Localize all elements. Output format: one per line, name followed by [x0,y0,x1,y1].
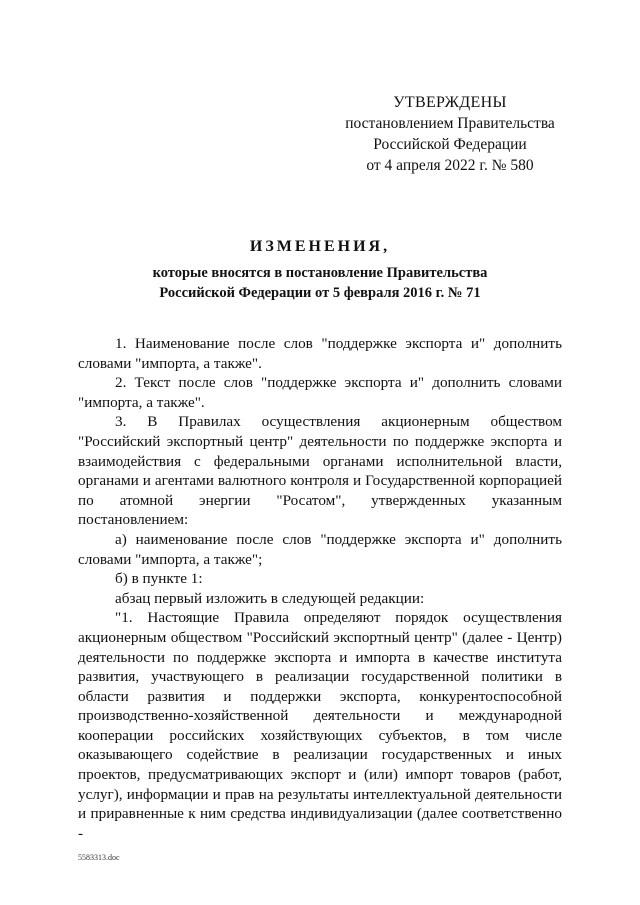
paragraph-1: 1. Наименование после слов "поддержке экспорта и" дополнить словами "импорта, а также". [78,335,562,372]
document-title: ИЗМЕНЕНИЯ, [249,238,391,255]
approval-heading: УТВЕРЖДЕНЫ [393,94,507,111]
approval-stamp [340,92,560,176]
approval-line-3: от 4 апреля 2022 г. № 580 [366,157,534,174]
paragraph-3a: а) наименование после слов "поддержке экспорта и" дополнить словами "импорта, а также"; [78,530,562,568]
document-body [78,334,562,843]
paragraph-rule-1: "1. Настоящие Правила определяют порядок осуществления акционерным обществом "Российский экспортный центр" (далее - Центр) деятельности по поддержке экспорта и импорта в качестве института развития, участвующего в реализации государственной политики в области развития и поддержки экспорта, конкурентоспособной производственно-хозяйственной деятельности и международной кооперации российских хозяйствующих субъектов, в том числе оказывающего содействие в реализации государственных и иных проектов, предусматривающих экспорт и (или) импорт товаров (работ, услуг), информации и прав на результаты интеллектуальной деятельности и приравненные к ним средства индивидуализации (далее соответственно - [78,609,562,842]
paragraph-3b-intro: абзац первый изложить в следующей редакции: [115,589,425,607]
file-name-footer: 5583313.doc [78,853,120,862]
approval-line-2: Российской Федерации [373,136,527,153]
paragraph-2: 2. Текст после слов "поддержке экспорта и" дополнить словами "импорта, а также". [78,374,562,411]
paragraph-3b: б) в пункте 1: [115,570,203,588]
paragraph-3: 3. В Правилах осуществления акционерным обществом "Российский экспортный центр" деятельности по поддержке экспорта и взаимодействия с федеральными органами исполнительной власти, органами и агентами валютного контроля и Государственной корпорацией по атомной энергии "Росатом", утвержденных указанным постановлением: [78,413,562,529]
approval-line-1: постановлением Правительства [345,115,555,132]
document-subtitle [78,263,562,303]
subtitle-line-1: которые вносятся в постановление Правительства [152,265,488,281]
subtitle-line-2: Российской Федерации от 5 февраля 2016 г. № 71 [159,285,481,301]
